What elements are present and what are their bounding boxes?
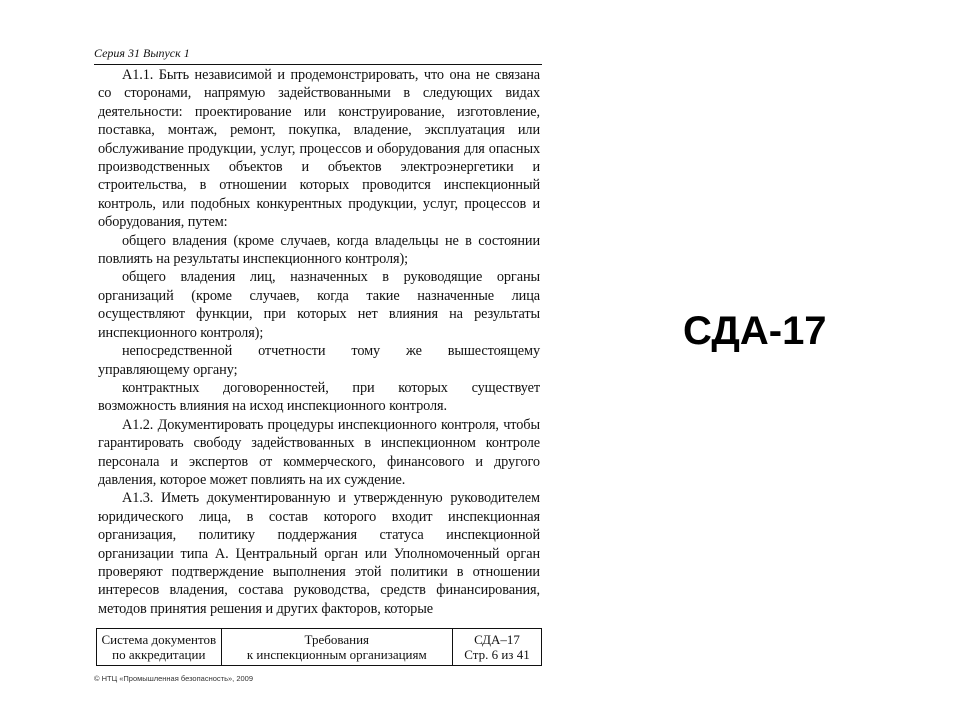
footer-requirements-cell [221,629,452,666]
footer-system-cell [97,629,222,666]
header-divider [94,64,542,65]
paragraph-a1-3: А1.3. Иметь документированную и утвержденную руководителем юридического лица, в состав которого входит инспекционная организация, политику поддержания статуса инспекционной организации типа А. Центральный орган или Уполномоченный орган проверяют подтверждение выполнения этой политики в отношении интересов владения, состава руководства, средств финансирования, методов принятия решения и других факторов, которые [98,490,540,617]
document-page [88,28,550,708]
footer-requirements-line1: Требования [304,632,370,647]
footer-table [96,628,542,666]
paragraph-a1-1: А1.1. Быть независимой и продемонстрировать, что она не связана со сторонами, напрямую задействованными в следующих видах деятельности: проектирование или конструирование, изготовление, поставка, монтаж, ремонт, покупка, владение, эксплуатация или обслуживание продукции, услуг, процессов и оборудования для опасных производственных объектов и объектов электроэнергетики и строительства, в отношении которых проводится инспекционный контроль, или подобных конкурентных продукции, услуг, процессов и оборудования, путем: [98,67,540,231]
footer-system-line1: Система документов [101,632,217,647]
footer-code-cell [452,629,541,666]
paragraph-a1-2: А1.2. Документировать процедуры инспекционного контроля, чтобы гарантировать свободу задействованных в инспекционном контроле персонала и экспертов от коммерческого, финансового и другого давления, которое может повлиять на их суждение. [98,416,540,488]
copyright-note: © НТЦ «Промышленная безопасность», 2009 [94,674,254,683]
document-body [98,66,540,618]
paragraph-common-ownership-persons: общего владения лиц, назначенных в руководящие органы организаций (кроме случаев, когда такие назначенные лица осуществляют функции, при которых нет влияния на результаты инспекционного контроля); [98,269,540,341]
footer-doc-code: СДА–17 [474,632,520,647]
paragraph-common-ownership: общего владения (кроме случаев, когда владельцы не в состоянии повлиять на результаты инспекционного контроля); [98,232,540,268]
footer-system-line2: по аккредитации [112,647,206,662]
slide-label: СДА-17 [683,309,827,353]
paragraph-contractual-agreements: контрактных договоренностей, при которых существует возможность влияния на исход инспекционного контроля. [98,379,540,415]
footer-requirements-line2: к инспекционным организациям [246,647,427,662]
series-header: Серия 31 Выпуск 1 [94,46,190,60]
footer-page-info: Стр. 6 из 41 [464,647,530,662]
paragraph-direct-reporting: непосредственной отчетности тому же вышестоящему управляющему органу; [98,343,540,378]
